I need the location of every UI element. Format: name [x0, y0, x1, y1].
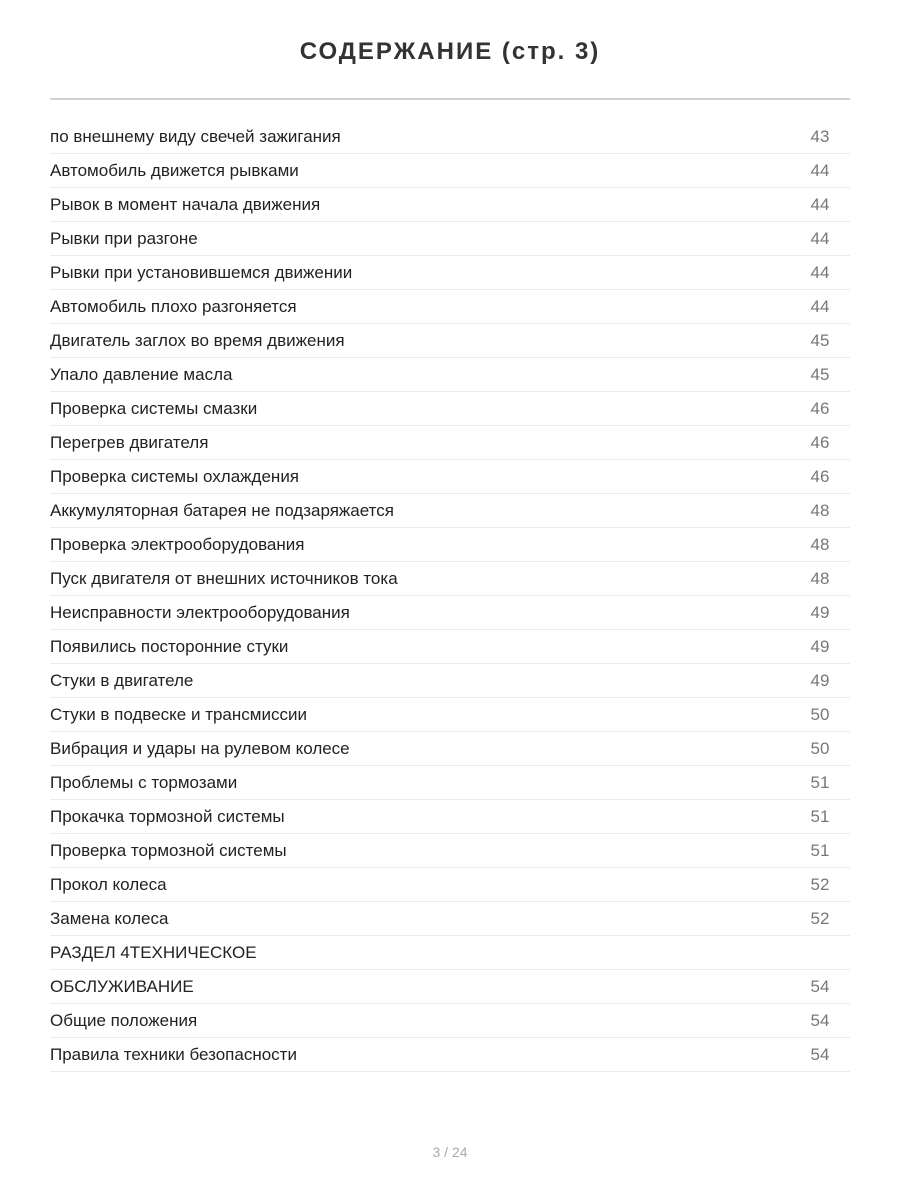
toc-entry[interactable] [50, 664, 850, 698]
toc-entry[interactable] [50, 358, 850, 392]
toc-entry-text: Проверка системы охлаждения [50, 466, 300, 486]
title-divider [50, 98, 850, 100]
toc-entry[interactable] [50, 562, 850, 596]
toc-entry-page: 52 [810, 874, 830, 894]
toc-entry-page: 46 [810, 466, 830, 486]
toc-entry-text: РАЗДЕЛ 4ТЕХНИЧЕСКОЕ [50, 942, 257, 962]
toc-entry[interactable] [50, 630, 850, 664]
toc-entry[interactable] [50, 1038, 850, 1072]
toc-entry-page: 45 [810, 364, 830, 384]
toc-entry[interactable] [50, 392, 850, 426]
toc-entry-page: 52 [810, 908, 830, 928]
page-counter: 3 / 24 [432, 1144, 468, 1160]
toc-entry-text: Рывки при разгоне [50, 228, 198, 248]
toc-entry-text: Упало давление масла [50, 364, 233, 384]
toc-entry[interactable] [50, 596, 850, 630]
toc-entry-text: Аккумуляторная батарея не подзаряжается [50, 500, 394, 520]
toc-entry[interactable] [50, 290, 850, 324]
toc-entry-page: 48 [810, 568, 830, 588]
toc-entry-page: 45 [810, 330, 830, 350]
toc-entry-text: Пуск двигателя от внешних источников тока [50, 568, 398, 588]
toc-entry-text: Автомобиль движется рывками [50, 160, 299, 180]
toc-entry-page: 44 [810, 262, 830, 282]
toc-entry-page: 51 [810, 772, 830, 792]
toc-entry-text: Неисправности электрооборудования [50, 602, 350, 622]
toc-entry[interactable] [50, 188, 850, 222]
toc-entry-page: 51 [810, 840, 830, 860]
toc-entry-page: 49 [810, 602, 830, 622]
toc-entry-page: 50 [810, 704, 830, 724]
toc-entry-text: Проверка тормозной системы [50, 840, 287, 860]
toc-entry-page: 46 [810, 398, 830, 418]
toc-entry-page: 51 [810, 806, 830, 826]
toc-entry-page: 44 [810, 160, 830, 180]
toc-entry-text: Проверка электрооборудования [50, 534, 305, 554]
toc-section-heading[interactable] [50, 970, 850, 1004]
toc-entry-text: Проверка системы смазки [50, 398, 258, 418]
toc-entry-page: 44 [810, 228, 830, 248]
toc-entry-page: 44 [810, 296, 830, 316]
toc-entry-text: ОБСЛУЖИВАНИЕ [50, 976, 194, 996]
toc-entry[interactable] [50, 1004, 850, 1038]
toc-entry-page: 50 [810, 738, 830, 758]
toc-entry[interactable] [50, 256, 850, 290]
toc-entry-text: Правила техники безопасности [50, 1044, 297, 1064]
toc-entry-text: Рывки при установившемся движении [50, 262, 353, 282]
toc-entry-text: Проблемы с тормозами [50, 772, 238, 792]
toc-entry[interactable] [50, 120, 850, 154]
toc-entry-text: Стуки в двигателе [50, 670, 194, 690]
toc-entry[interactable] [50, 460, 850, 494]
toc-entry-page: 48 [810, 500, 830, 520]
toc-entry[interactable] [50, 154, 850, 188]
toc-entry-page: 48 [810, 534, 830, 554]
toc-entry-text: Прокол колеса [50, 874, 167, 894]
toc-entry-text: Рывок в момент начала движения [50, 194, 321, 214]
toc-section-heading[interactable] [50, 936, 850, 970]
toc-entry-text: Стуки в подвеске и трансмиссии [50, 704, 307, 724]
toc-list [50, 120, 850, 1072]
toc-entry-page: 46 [810, 432, 830, 452]
toc-entry-text: Перегрев двигателя [50, 432, 209, 452]
toc-entry[interactable] [50, 528, 850, 562]
toc-entry-page: 49 [810, 670, 830, 690]
page-title: СОДЕРЖАНИЕ (стр. 3) [299, 38, 601, 65]
toc-entry[interactable] [50, 834, 850, 868]
toc-entry[interactable] [50, 800, 850, 834]
toc-entry-page: 43 [810, 126, 830, 146]
toc-entry-page: 49 [810, 636, 830, 656]
toc-entry[interactable] [50, 222, 850, 256]
toc-entry-text: Замена колеса [50, 908, 169, 928]
toc-entry-text: по внешнему виду свечей зажигания [50, 126, 341, 146]
toc-entry-page: 44 [810, 194, 830, 214]
toc-entry[interactable] [50, 868, 850, 902]
toc-entry-text: Прокачка тормозной системы [50, 806, 285, 826]
toc-entry[interactable] [50, 766, 850, 800]
toc-entry-text: Автомобиль плохо разгоняется [50, 296, 297, 316]
toc-entry-text: Вибрация и удары на рулевом колесе [50, 738, 350, 758]
toc-entry[interactable] [50, 324, 850, 358]
toc-entry[interactable] [50, 426, 850, 460]
toc-entry[interactable] [50, 698, 850, 732]
toc-entry[interactable] [50, 494, 850, 528]
toc-entry[interactable] [50, 902, 850, 936]
toc-entry-text: Двигатель заглох во время движения [50, 330, 345, 350]
toc-entry-page: 54 [810, 1010, 830, 1030]
toc-entry[interactable] [50, 732, 850, 766]
toc-entry-page: 54 [810, 1044, 830, 1064]
toc-entry-page: 54 [810, 976, 830, 996]
toc-entry-text: Общие положения [50, 1010, 198, 1030]
toc-entry-text: Появились посторонние стуки [50, 636, 289, 656]
